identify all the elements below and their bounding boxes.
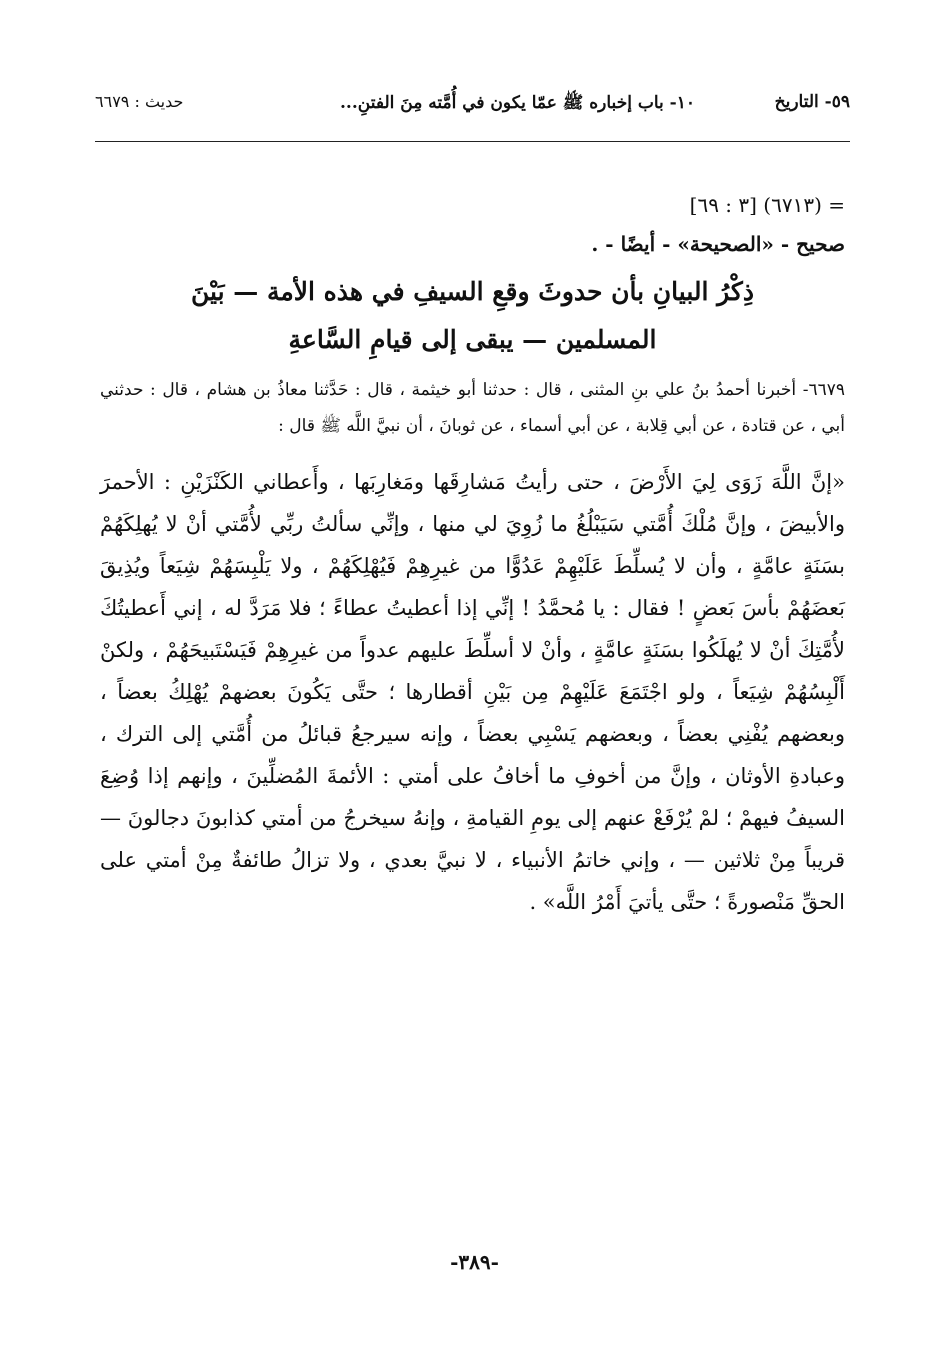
header-divider [95, 141, 850, 142]
bab-title: ١٠- باب إخباره ﷺ عمّا يكون في أُمَّته مِنَ الفتنِ... [340, 93, 695, 113]
running-header [95, 92, 850, 132]
grade-line: صحيح - «الصحيحة» - أيضًا - . [591, 232, 845, 256]
page-number: -٣٨٩- [450, 1250, 499, 1274]
chapter-title: ٥٩- التاريخ [774, 92, 850, 112]
section-heading-line-1: ذِكْرُ البيانِ بأن حدوثَ وقعِ السيفِ في هذه الأمة — بَيْنَ [191, 277, 754, 306]
section-heading-line-2: المسلمين — يبقى إلى قيامِ السَّاعةِ [288, 325, 657, 354]
isnad-paragraph: ٦٦٧٩- أخبرنا أحمدُ بنُ علي بنِ المثنى ، قال : حدثنا أبو خيثمة ، قال : حَدَّثنا معاذُ بن هشام ، قال : حدثني أبي ، عن قتادة ، عن أبي قِلابة ، عن أبي أسماء ، عن ثوبانَ ، أن نبيَّ اللَّه ﷺ قال : [100, 380, 845, 436]
cross-reference-line: = (٦٧١٣) [٣ : ٦٩] [689, 193, 845, 217]
matn-paragraph: «إنَّ اللَّهَ زَوَى لِيَ الأَرْضَ ، حتى رأيتُ مَشارِقَها ومَغارِبَها ، وأَعطاني الكَنْزَيْنِ : الأحمرَ والأبيضَ ، وإنَّ مُلْكَ أُمَّتي سَيَبْلُغُ ما زُوِيَ لي منها ، وإنِّي سألتُ ربِّي لأُمَّتي أنْ لا يُهلِكَهُمْ بسَنَةٍ عامَّةٍ ، وأن لا يُسلِّطَ عَلَيْهِمْ عَدُوًّا من غيرِهِمْ فَيُهْلِكَهُمْ ، ولا يَلْبِسَهُمْ شِيَعاً ويُذِيقَ بَعضَهُمْ بأسَ بَعضٍ ! فقال : يا مُحمَّدُ ! إنِّي إذا أعطيتُ عطاءً ؛ فلا مَرَدَّ له ، إني أَعطيتُكَ لأُمَّتِكَ أنْ لا يُهلَكُوا بسَنَةٍ عامَّةٍ ، وأنْ لا أسلِّطَ عليهم عدواً من غيرِهِمْ فَيَسْتَبيحَهُمْ ، ولكنْ أَلْبِسُهُمْ شِيَعاً ، ولو اجْتَمَعَ عَلَيْهِمْ مِن بَيْنِ أقطارها ؛ حتَّى يَكُونَ بعضهمْ يُهْلِكُ بعضاً ، وبعضهم يُفْنِي بعضاً ، وبعضهم يَسْبِي بعضاً ، وإنه سيرجعُ قبائلُ من أُمَّتي إلى الترك ، وعبادةِ الأوثان ، وإنَّ من أخوفِ ما أخافُ على أمتي : الأئمةَ المُضلِّينَ ، وإنهم إذا وُضِعَ السيفُ فيهمْ ؛ لمْ يُرْفَعْ عنهم إلى يومِ القيامةِ ، وإنهُ سيخرجُ من أمتي كذابونَ دجالونَ — قريباً مِنْ ثلاثين — ، وإني خاتمُ الأنبياء ، لا نبيَّ بعدي ، ولا تزالُ طائفةٌ مِنْ أمتي على الحقِّ مَنْصورةً ؛ حتَّى يأتيَ أَمْرُ اللَّه» . [100, 470, 845, 914]
page-body [100, 186, 845, 944]
hadith-number-label: حديث : ٦٦٧٩ [95, 92, 184, 111]
section-heading [100, 268, 845, 364]
